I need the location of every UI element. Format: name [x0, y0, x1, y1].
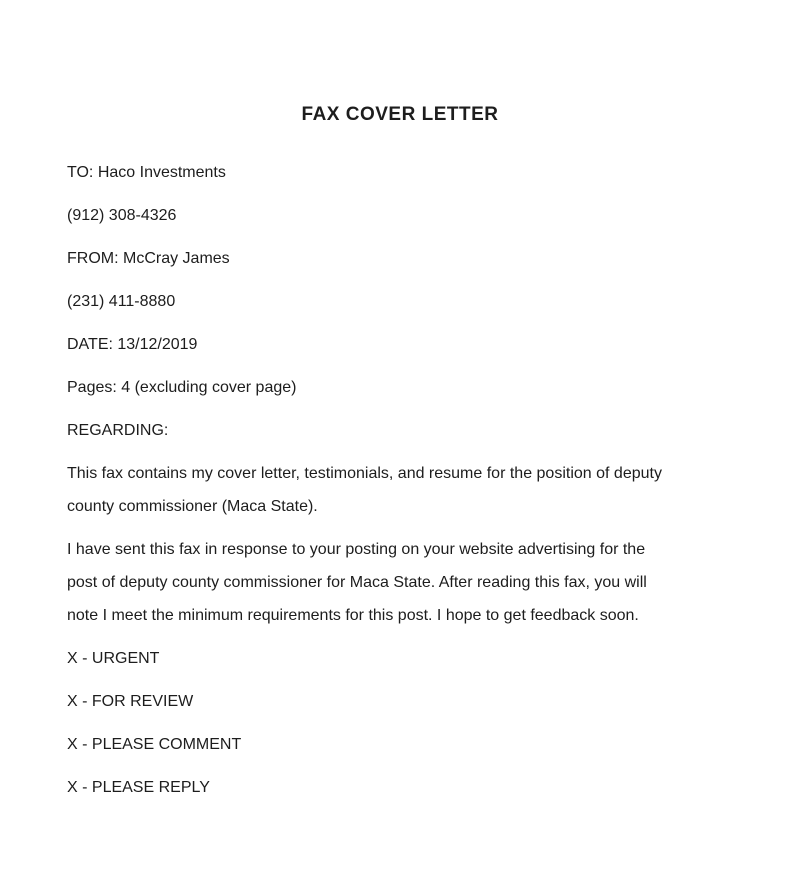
checklist-item-please-comment: X - PLEASE COMMENT [67, 736, 242, 753]
field-to-fax-number: (912) 308-4326 [67, 207, 177, 224]
document-body [67, 156, 727, 804]
regarding-paragraph-line: This fax contains my cover letter, testimonials, and resume for the position of deputy [67, 465, 662, 482]
field-regarding-label: REGARDING: [67, 422, 169, 439]
regarding-paragraph-line: county commissioner (Maca State). [67, 498, 318, 515]
checklist-item-urgent: X - URGENT [67, 650, 160, 667]
field-date: DATE: 13/12/2019 [67, 336, 198, 353]
checklist-item-please-reply: X - PLEASE REPLY [67, 779, 210, 796]
message-paragraph-line: I have sent this fax in response to your posting on your website advertising for the [67, 541, 646, 558]
regarding-paragraph [67, 457, 727, 523]
field-from-fax-number: (231) 411-8880 [67, 293, 176, 310]
message-paragraph [67, 533, 727, 632]
document-title: FAX COVER LETTER [301, 104, 499, 125]
field-to: TO: Haco Investments [67, 164, 226, 181]
message-paragraph-line: note I meet the minimum requirements for this post. I hope to get feedback soon. [67, 607, 639, 624]
message-paragraph-line: post of deputy county commissioner for Maca State. After reading this fax, you will [67, 574, 647, 591]
field-pages: Pages: 4 (excluding cover page) [67, 379, 297, 396]
field-from: FROM: McCray James [67, 250, 230, 267]
checklist-item-for-review: X - FOR REVIEW [67, 693, 194, 710]
